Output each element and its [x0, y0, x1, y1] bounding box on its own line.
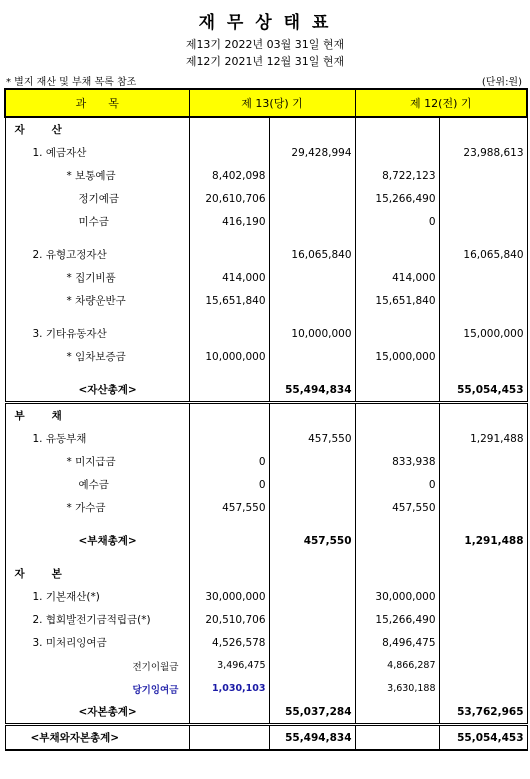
cell-value: 15,266,490 — [355, 187, 439, 210]
cell-value: 16,065,840 — [269, 243, 355, 266]
cell-value: 29,428,994 — [269, 141, 355, 164]
row-label: 전기이월금 — [132, 661, 179, 673]
row-label: 정기예금 — [78, 193, 120, 205]
row-label: 3. 기타유동자산 — [32, 328, 107, 340]
table-row — [5, 608, 527, 631]
table-row — [5, 403, 527, 428]
row-label: <부채총계> — [78, 535, 137, 547]
cell-value: 8,722,123 — [355, 164, 439, 187]
row-label: 예수금 — [78, 479, 109, 491]
equity-section-title: 자 본 — [14, 568, 64, 580]
period-current: 제13기 2022년 03월 31일 현재 — [185, 38, 345, 51]
liabilities-section-title: 부 채 — [14, 410, 64, 422]
reference-note: * 별지 재산 및 부채 목록 참조 — [6, 77, 137, 88]
cell-value: 0 — [355, 210, 439, 233]
row-label: * 차량운반구 — [66, 295, 126, 307]
cell-value: 414,000 — [355, 266, 439, 289]
cell-value: 416,190 — [189, 210, 269, 233]
table-row — [5, 187, 527, 210]
cell-value: 10,000,000 — [269, 322, 355, 345]
row-label: 1. 기본재산(*) — [32, 591, 100, 603]
cell-value: 4,526,578 — [189, 631, 269, 654]
equity-total-row — [5, 700, 527, 725]
cell-value: 8,496,475 — [355, 631, 439, 654]
spacer-row — [5, 312, 527, 322]
spacer-row — [5, 552, 527, 562]
cell-value: 23,988,613 — [439, 141, 527, 164]
table-row — [5, 266, 527, 289]
row-label: 1. 예금자산 — [32, 147, 87, 159]
table-row — [5, 631, 527, 654]
cell-value: 0 — [189, 473, 269, 496]
cell-value: 3,630,188 — [355, 677, 439, 700]
row-label: * 보통예금 — [66, 170, 116, 182]
row-label: * 가수금 — [66, 502, 106, 514]
table-row — [5, 141, 527, 164]
cell-value: 55,494,834 — [269, 725, 355, 751]
spacer-row — [5, 368, 527, 378]
cell-value: 833,938 — [355, 450, 439, 473]
table-row — [5, 322, 527, 345]
unit-label: (단위:원) — [481, 77, 522, 88]
row-label: 미수금 — [78, 216, 109, 228]
cell-value: 3,496,475 — [189, 654, 269, 677]
liabilities-total-row — [5, 529, 527, 552]
cell-value: 457,550 — [269, 529, 355, 552]
table-row — [5, 427, 527, 450]
table-row — [5, 243, 527, 266]
table-row — [5, 473, 527, 496]
assets-total-row — [5, 378, 527, 403]
cell-value: 1,030,103 — [189, 677, 269, 700]
cell-value: 8,402,098 — [189, 164, 269, 187]
cell-value: 20,610,706 — [189, 187, 269, 210]
table-row — [5, 496, 527, 519]
cell-value: 55,037,284 — [269, 700, 355, 725]
table-row — [5, 450, 527, 473]
cell-value: 15,651,840 — [355, 289, 439, 312]
cell-value: 0 — [189, 450, 269, 473]
table-row — [5, 585, 527, 608]
row-label: <자산총계> — [78, 384, 137, 396]
row-label: <자본총계> — [78, 706, 137, 718]
table-row — [5, 345, 527, 368]
cell-value: 20,510,706 — [189, 608, 269, 631]
cell-value: 55,494,834 — [269, 378, 355, 403]
cell-value: 1,291,488 — [439, 529, 527, 552]
cell-value: 30,000,000 — [189, 585, 269, 608]
row-label: 당기잉여금 — [132, 684, 179, 696]
row-label: 2. 협회발전기금적립금(*) — [32, 614, 151, 626]
row-label: 1. 유동부채 — [32, 433, 87, 445]
cell-value: 0 — [355, 473, 439, 496]
table-row — [5, 677, 527, 700]
cell-value: 15,000,000 — [355, 345, 439, 368]
cell-value: 457,550 — [355, 496, 439, 519]
table-row — [5, 117, 527, 141]
row-label: <부채와자본총계> — [30, 732, 120, 744]
cell-value: 30,000,000 — [355, 585, 439, 608]
period-prior: 제12기 2021년 12월 31일 현재 — [185, 55, 345, 68]
cell-value: 53,762,965 — [439, 700, 527, 725]
cell-value: 457,550 — [189, 496, 269, 519]
row-label: * 임차보증금 — [66, 351, 126, 363]
table-row — [5, 164, 527, 187]
cell-value: 414,000 — [189, 266, 269, 289]
row-label: * 집기비품 — [66, 272, 116, 284]
table-header-row — [5, 89, 527, 117]
cell-value: 55,054,453 — [439, 725, 527, 751]
page-title: 재 무 상 태 표 — [198, 13, 332, 33]
table-row — [5, 210, 527, 233]
cell-value: 15,651,840 — [189, 289, 269, 312]
cell-value: 16,065,840 — [439, 243, 527, 266]
cell-value: 15,000,000 — [439, 322, 527, 345]
cell-value: 10,000,000 — [189, 345, 269, 368]
spacer-row — [5, 519, 527, 529]
spacer-row — [5, 233, 527, 243]
header-prior: 제 12(전) 기 — [355, 89, 527, 117]
grand-total-row — [5, 725, 527, 751]
table-row — [5, 562, 527, 585]
table-row — [5, 289, 527, 312]
header-current: 제 13(당) 기 — [189, 89, 355, 117]
cell-value: 457,550 — [269, 427, 355, 450]
row-label: * 미지급금 — [66, 456, 116, 468]
row-label: 2. 유형고정자산 — [32, 249, 107, 261]
cell-value: 4,866,287 — [355, 654, 439, 677]
balance-sheet-table — [4, 88, 528, 751]
assets-section-title: 자 산 — [14, 124, 64, 136]
cell-value: 55,054,453 — [439, 378, 527, 403]
row-label: 3. 미처리잉여금 — [32, 637, 107, 649]
table-row — [5, 654, 527, 677]
cell-value: 1,291,488 — [439, 427, 527, 450]
header-account: 과 목 — [5, 89, 189, 117]
cell-value: 15,266,490 — [355, 608, 439, 631]
